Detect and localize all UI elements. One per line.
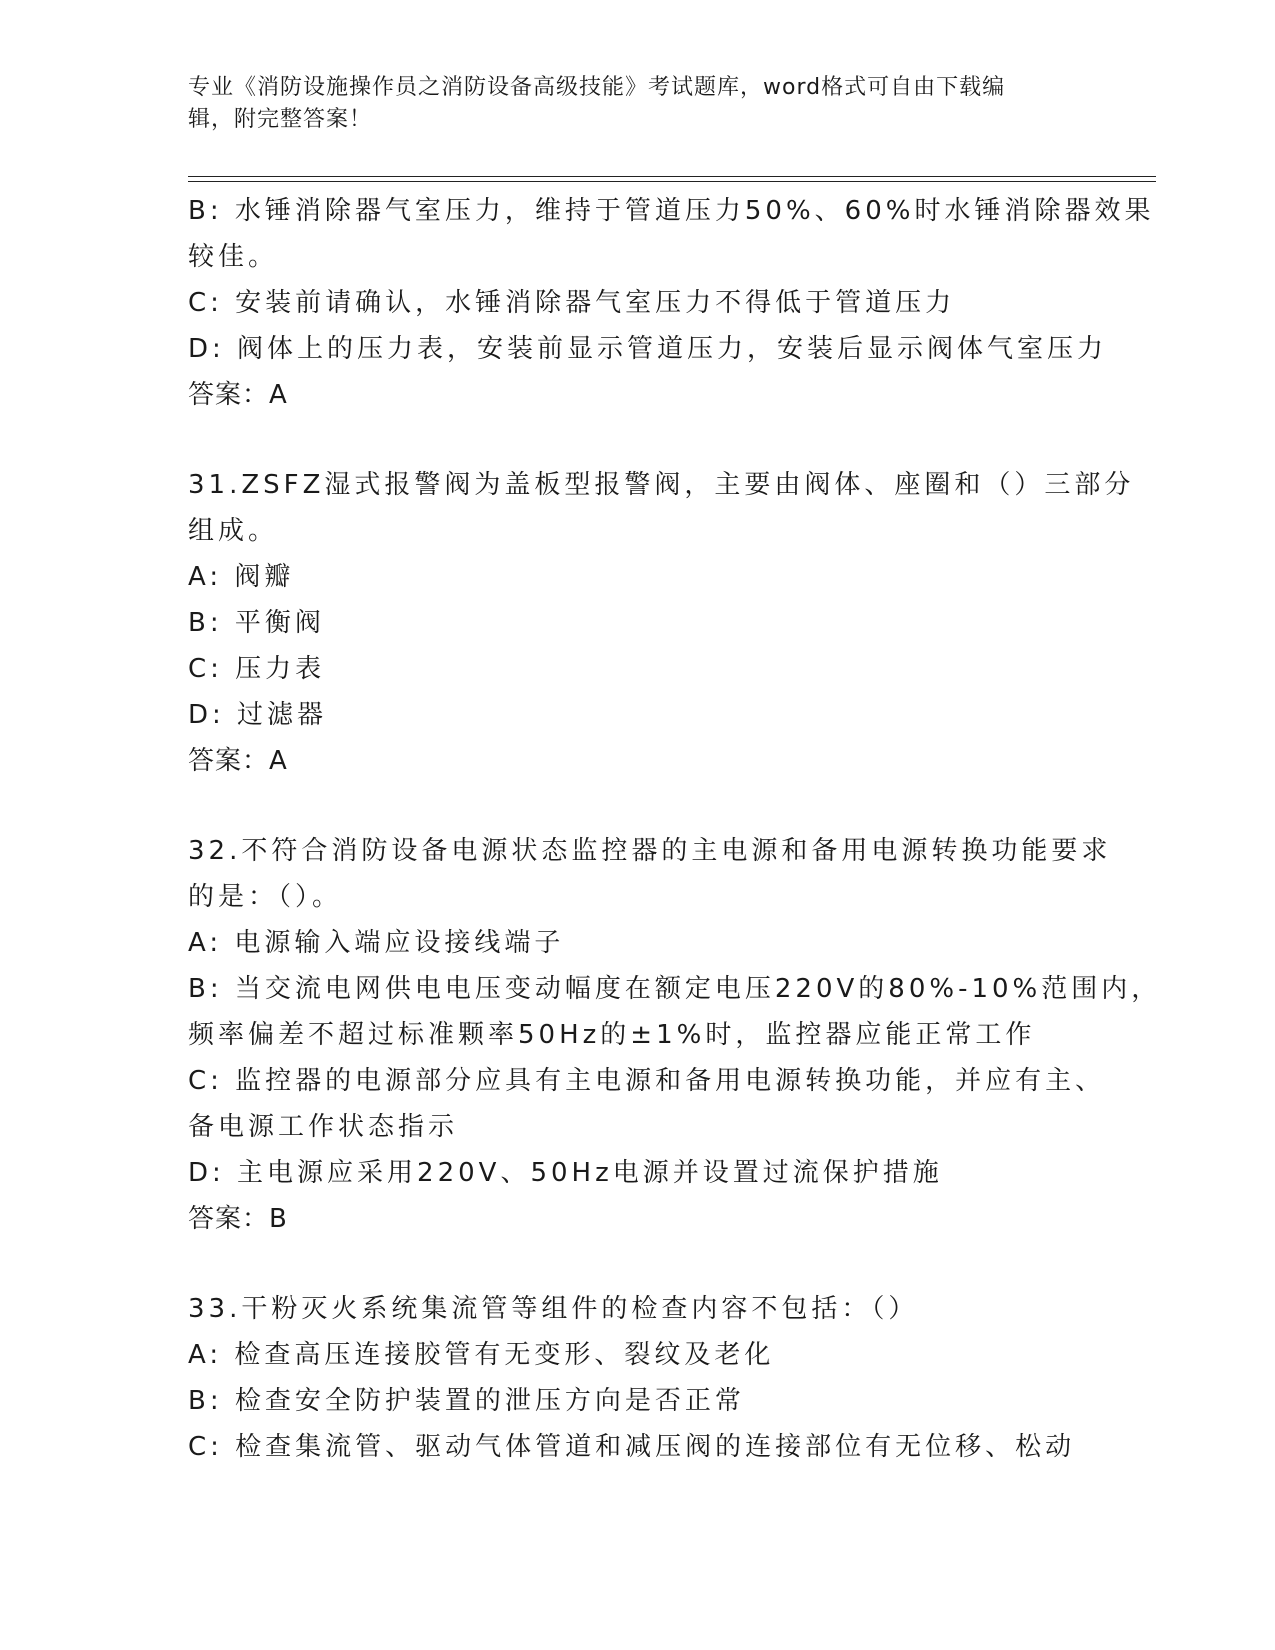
question-stem-line-1: 31.ZSFZ湿式报警阀为盖板型报警阀，主要由阀体、座圈和（）三部分 — [188, 470, 1135, 500]
option-b-line-1: B: 当交流电网供电电压变动幅度在额定电压220V的80%-10%范围内， — [188, 974, 1162, 1004]
option-b: B: 检查安全防护装置的泄压方向是否正常 — [188, 1386, 745, 1416]
question-31 — [188, 462, 1135, 784]
question-stem-line-2: 组成。 — [188, 516, 279, 546]
question-33 — [188, 1286, 1088, 1470]
option-c: C: 安装前请确认，水锤消除器气室压力不得低于管道压力 — [188, 288, 956, 318]
spacer — [188, 1242, 1088, 1286]
option-b: B: 平衡阀 — [188, 608, 325, 638]
question-stem-line-2: 的是：（）。 — [188, 882, 343, 912]
option-c: C: 压力表 — [188, 654, 326, 684]
option-c-line-2: 备电源工作状态指示 — [188, 1112, 459, 1142]
answer: 答案：A — [188, 746, 288, 776]
option-a: A: 阀瓣 — [188, 562, 295, 592]
spacer — [188, 418, 1088, 462]
spacer — [188, 784, 1088, 828]
document-header — [188, 72, 1088, 136]
answer: 答案：A — [188, 380, 288, 410]
header-line-1: 专业《消防设施操作员之消防设备高级技能》考试题库，word格式可自由下载编 — [188, 75, 1006, 100]
header-rule-bottom — [188, 181, 1156, 182]
option-a: A: 电源输入端应设接线端子 — [188, 928, 565, 958]
option-d: D: 过滤器 — [188, 700, 328, 730]
option-d: D: 主电源应采用220V、50Hz电源并设置过流保护措施 — [188, 1158, 943, 1188]
header-line-2: 辑，附完整答案！ — [188, 107, 373, 132]
question-32 — [188, 828, 1162, 1242]
option-b-line-1: B: 水锤消除器气室压力，维持于管道压力50%、60%时水锤消除器效果 — [188, 196, 1155, 226]
question-30-tail — [188, 188, 1155, 418]
question-stem-line-1: 33.干粉灭火系统集流管等组件的检查内容不包括：（） — [188, 1294, 919, 1324]
option-b-line-2: 频率偏差不超过标准颗率50Hz的±1%时，监控器应能正常工作 — [188, 1020, 1036, 1050]
option-a: A: 检查高压连接胶管有无变形、裂纹及老化 — [188, 1340, 775, 1370]
question-stem-line-1: 32.不符合消防设备电源状态监控器的主电源和备用电源转换功能要求 — [188, 836, 1112, 866]
option-c-line-1: C: 监控器的电源部分应具有主电源和备用电源转换功能，并应有主、 — [188, 1066, 1106, 1096]
option-c: C: 检查集流管、驱动气体管道和减压阀的连接部位有无位移、松动 — [188, 1432, 1076, 1462]
question-list — [188, 188, 1162, 1470]
answer: 答案：B — [188, 1204, 288, 1234]
option-b-line-2: 较佳。 — [188, 242, 279, 272]
header-rule-top — [188, 176, 1156, 177]
option-d: D: 阀体上的压力表，安装前显示管道压力，安装后显示阀体气室压力 — [188, 334, 1108, 364]
